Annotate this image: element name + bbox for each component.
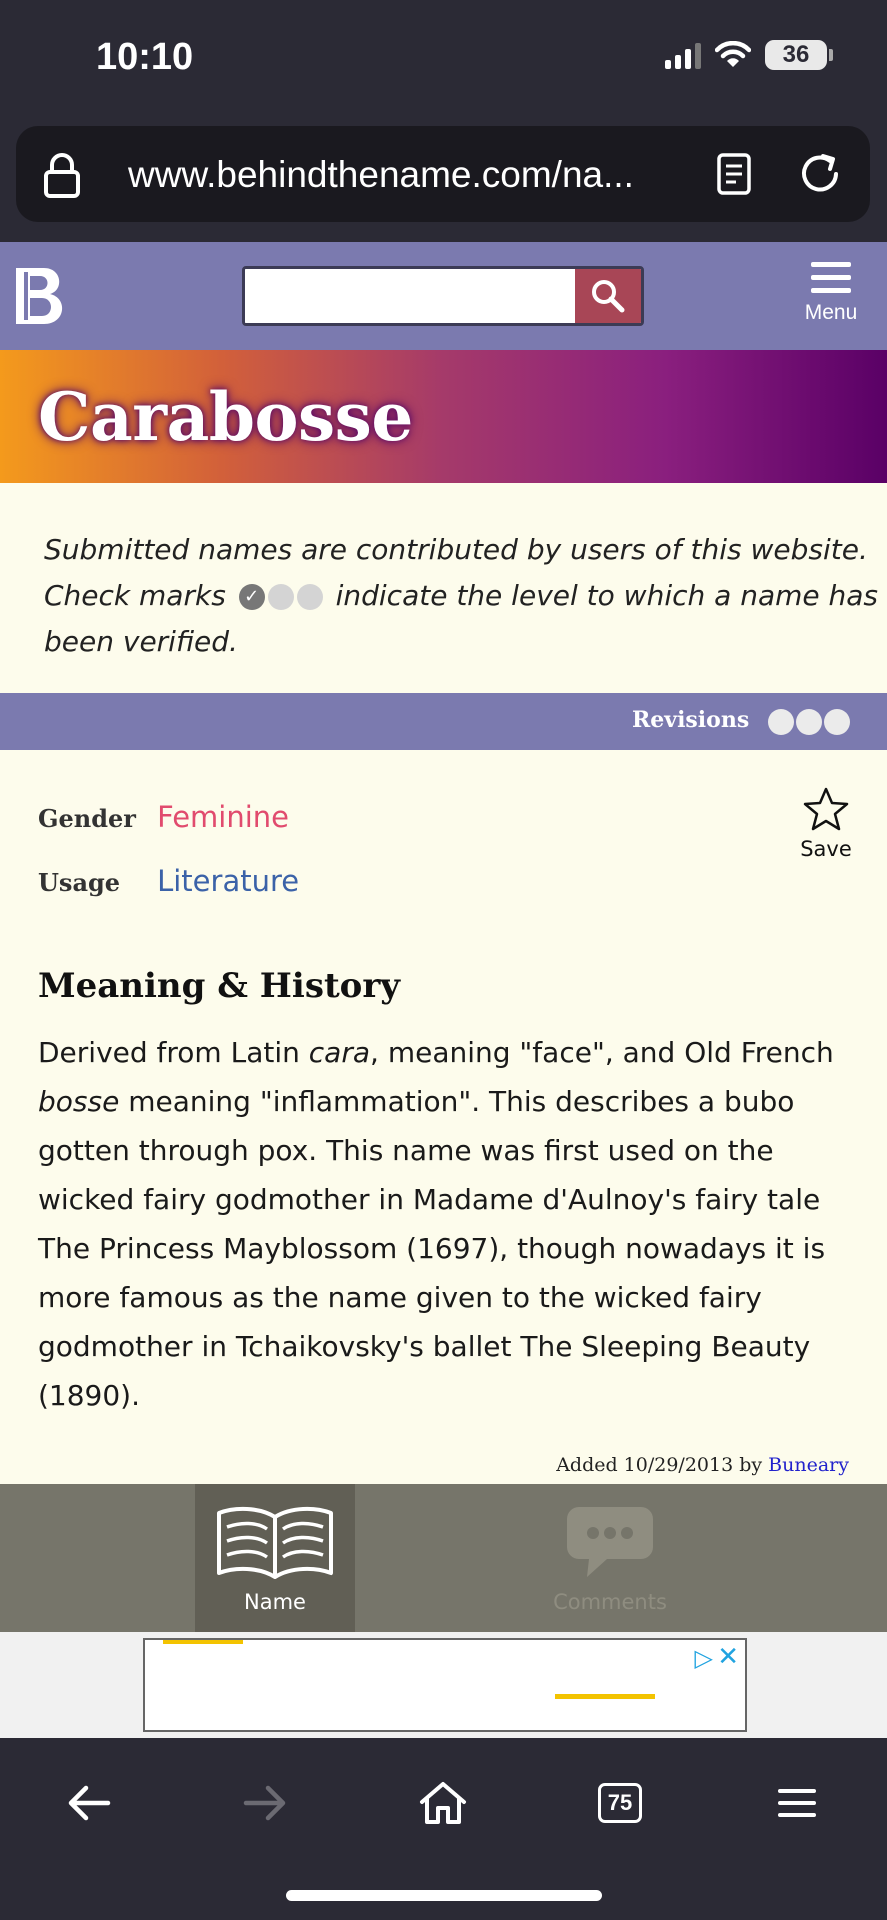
usage-row bbox=[38, 864, 299, 898]
ad-decoration bbox=[555, 1694, 655, 1699]
name-banner bbox=[0, 350, 887, 483]
home-indicator[interactable] bbox=[286, 1890, 602, 1901]
forward-button[interactable] bbox=[230, 1768, 300, 1838]
status-time: 10:10 bbox=[96, 36, 194, 78]
search-icon bbox=[589, 277, 627, 315]
hamburger-icon bbox=[777, 1787, 817, 1819]
notice-text-2: indicate the level to which a name has been verified. bbox=[44, 579, 878, 658]
verification-dots-icon bbox=[768, 709, 850, 735]
meaning-heading: Meaning & History bbox=[38, 966, 401, 1006]
save-button[interactable] bbox=[796, 786, 856, 861]
added-user-link[interactable]: Buneary bbox=[768, 1454, 849, 1476]
submitted-notice bbox=[0, 483, 887, 693]
tab-comments[interactable] bbox=[530, 1484, 690, 1632]
signal-icon bbox=[665, 41, 701, 69]
star-icon bbox=[802, 786, 850, 832]
wifi-icon bbox=[715, 41, 751, 69]
back-button[interactable] bbox=[54, 1768, 124, 1838]
arrow-left-icon bbox=[66, 1784, 112, 1822]
gender-label: Gender bbox=[38, 804, 136, 833]
battery-indicator: 36 bbox=[765, 40, 827, 70]
ad-banner bbox=[0, 1632, 887, 1738]
home-icon bbox=[418, 1780, 468, 1826]
browser-menu-button[interactable] bbox=[762, 1768, 832, 1838]
open-book-icon bbox=[213, 1503, 337, 1581]
reload-icon[interactable] bbox=[796, 150, 844, 198]
site-logo[interactable] bbox=[10, 264, 70, 328]
meaning-text-3: meaning "inflammation". This describes a bubo gotten through pox. This name was first used on the wicked fairy godmother in Madame d'Aulnoy's fairy tale The Princess Mayblossom (1697), though nowadays it is more famous as the name given to the wicked fairy godmother in Tchaikovsky's ballet The Sleeping Beauty (1890). bbox=[38, 1085, 826, 1412]
browser-toolbar bbox=[0, 1738, 887, 1920]
hamburger-icon bbox=[796, 262, 866, 293]
name-info bbox=[0, 750, 887, 1484]
page-title: Carabosse bbox=[38, 378, 413, 456]
gender-value[interactable]: Feminine bbox=[157, 800, 289, 834]
search-input[interactable] bbox=[245, 269, 579, 323]
meaning-text bbox=[38, 1028, 858, 1420]
tab-comments-label: Comments bbox=[553, 1590, 667, 1614]
url-text[interactable]: www.behindthename.com/na... bbox=[128, 154, 634, 195]
revisions-link[interactable]: Revisions bbox=[632, 707, 750, 733]
meaning-word-cara: cara bbox=[308, 1036, 371, 1069]
meaning-word-bosse: bosse bbox=[38, 1085, 120, 1118]
usage-value[interactable]: Literature bbox=[157, 864, 300, 898]
reader-mode-icon[interactable] bbox=[716, 152, 752, 196]
status-bar bbox=[0, 0, 887, 118]
page-tabs bbox=[0, 1484, 887, 1632]
usage-label: Usage bbox=[38, 868, 121, 897]
meaning-text-2: , meaning "face", and Old French bbox=[370, 1036, 834, 1069]
save-label: Save bbox=[800, 837, 852, 861]
added-text: Added 10/29/2013 by bbox=[556, 1454, 769, 1476]
ad-box[interactable] bbox=[143, 1638, 747, 1732]
menu-button[interactable] bbox=[796, 262, 866, 325]
gender-row bbox=[38, 800, 289, 834]
tab-name-label: Name bbox=[244, 1590, 306, 1614]
adchoices-icon[interactable]: ▷ bbox=[694, 1644, 713, 1672]
ad-decoration bbox=[163, 1640, 243, 1644]
notice-text-1: Submitted names are contributed by users of this website. Check marks bbox=[44, 533, 868, 612]
tab-count: 75 bbox=[598, 1783, 642, 1823]
comment-bubble-icon bbox=[563, 1503, 657, 1581]
site-header bbox=[0, 242, 887, 350]
check-marks-icon: ✓ bbox=[239, 584, 323, 610]
ad-close-icon[interactable]: ✕ bbox=[717, 1642, 739, 1672]
revisions-bar bbox=[0, 693, 887, 750]
tabs-button[interactable] bbox=[585, 1768, 655, 1838]
home-button[interactable] bbox=[408, 1768, 478, 1838]
lock-icon bbox=[42, 152, 82, 200]
menu-label: Menu bbox=[804, 301, 858, 324]
tab-name[interactable] bbox=[195, 1484, 355, 1632]
meaning-text-1: Derived from Latin bbox=[38, 1036, 309, 1069]
search-button[interactable] bbox=[575, 269, 641, 323]
added-info bbox=[556, 1454, 849, 1476]
address-bar[interactable] bbox=[16, 126, 870, 222]
site-search bbox=[242, 266, 644, 326]
arrow-right-icon bbox=[242, 1784, 288, 1822]
